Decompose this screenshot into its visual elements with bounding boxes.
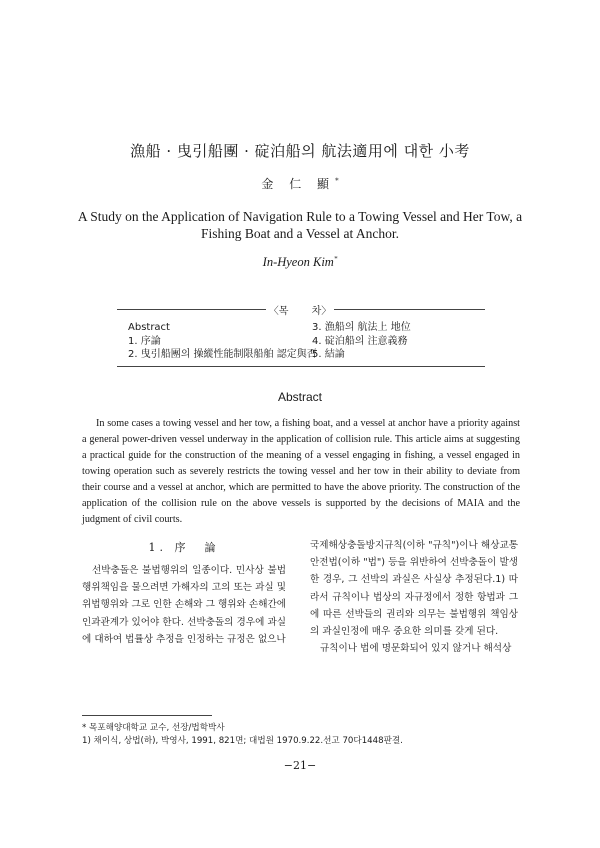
paper-title-english: A Study on the Application of Navigation Rule to a Towing Vessel and Her Tow, a Fishing Boat and a Vessel at Anchor. bbox=[77, 209, 523, 241]
toc-item: 3. 漁船의 航法上 地位 bbox=[312, 322, 411, 333]
abstract-body bbox=[82, 416, 520, 528]
body-paragraph: 규칙이나 법에 명문화되어 있지 않거나 해석상 bbox=[320, 643, 512, 655]
author-english bbox=[0, 255, 600, 270]
page-number: −21− bbox=[283, 759, 317, 772]
author-korean-name: 金 仁 顯 bbox=[261, 177, 336, 191]
footnote-citation: 1) 채이식, 상법(하), 박영사, 1991, 821면; 대법원 1970.9.22.선고 70다1448판결. bbox=[82, 736, 403, 746]
toc-item: Abstract bbox=[128, 322, 170, 333]
footnotes bbox=[82, 722, 522, 748]
abstract-heading: Abstract bbox=[277, 390, 322, 404]
body-paragraph: 국제해상충돌방지규칙(이하 "규칙")이나 해상교통안전법(이하 "법") 등을 위반하여 선박충돌이 발생한 경우, 그 선박의 과실은 사실상 추정된다.1) 따라서 규칙이나 법상의 자규정에서 정한 항법과 그에 따른 선박들의 권리와 의무는 불법행위 책임상의 과실인정에 매우 중요한 의미를 갖게 된다. bbox=[310, 540, 518, 638]
toc-item: 2. 曳引船團의 操縱性能制限船舶 認定與否 bbox=[128, 349, 317, 360]
toc-item: 5. 結論 bbox=[312, 349, 345, 360]
author-english-name: In-Hyeon Kim bbox=[262, 255, 334, 269]
body-paragraph: 선박충돌은 불법행위의 일종이다. 민사상 불법행위책임을 물으려면 가해자의 고의 또는 과실 및 위법행위와 그로 인한 손해와 그 행위와 손해간에 인과관계가 있어야 한다. 선박충돌의 경우에 과실에 대하여 법률상 추정을 인정하는 규정은 없으나 bbox=[82, 565, 286, 645]
abstract-paragraph: In some cases a towing vessel and her tow, a fishing boat, and a vessel at anchor have a priority against a general power-driven vessel underway in the application of collision rule. This article aims at suggesting a practical guide for the construction of the meaning of a vessel engaging in fishing, a vessel engaged in towing operation such as severely restricts the towing vessel and her tow in their ability to deviate from their course and a vessel at anchor, which are permitted to have the above priority. The construction of the application of the collision rule on the above vessels is supported by the decisions of MAIA and the judgment of civil courts. bbox=[82, 418, 520, 525]
author-korean-footnote-mark: * bbox=[335, 177, 339, 185]
toc-right-column bbox=[312, 321, 411, 362]
footnote-affiliation: * 목포해양대학교 교수, 선장/법학박사 bbox=[82, 723, 225, 733]
section-heading-intro: 1. 序 論 bbox=[148, 541, 220, 554]
toc-left-column bbox=[128, 321, 317, 362]
footnote-rule bbox=[82, 715, 212, 716]
toc-heading-text: 〈목 차〉 bbox=[266, 306, 335, 317]
toc-item: 4. 碇泊船의 注意義務 bbox=[312, 335, 408, 347]
paper-title-korean: 漁船 · 曳引船團 · 碇泊船의 航法適用에 대한 小考 bbox=[130, 142, 470, 160]
toc-heading bbox=[0, 302, 600, 317]
author-korean bbox=[0, 175, 600, 192]
author-english-footnote-mark: * bbox=[333, 255, 338, 263]
body-left-column bbox=[82, 562, 286, 648]
body-right-column bbox=[310, 537, 518, 657]
toc-bottom-rule bbox=[117, 366, 485, 367]
toc-item: 1. 序論 bbox=[128, 335, 161, 347]
